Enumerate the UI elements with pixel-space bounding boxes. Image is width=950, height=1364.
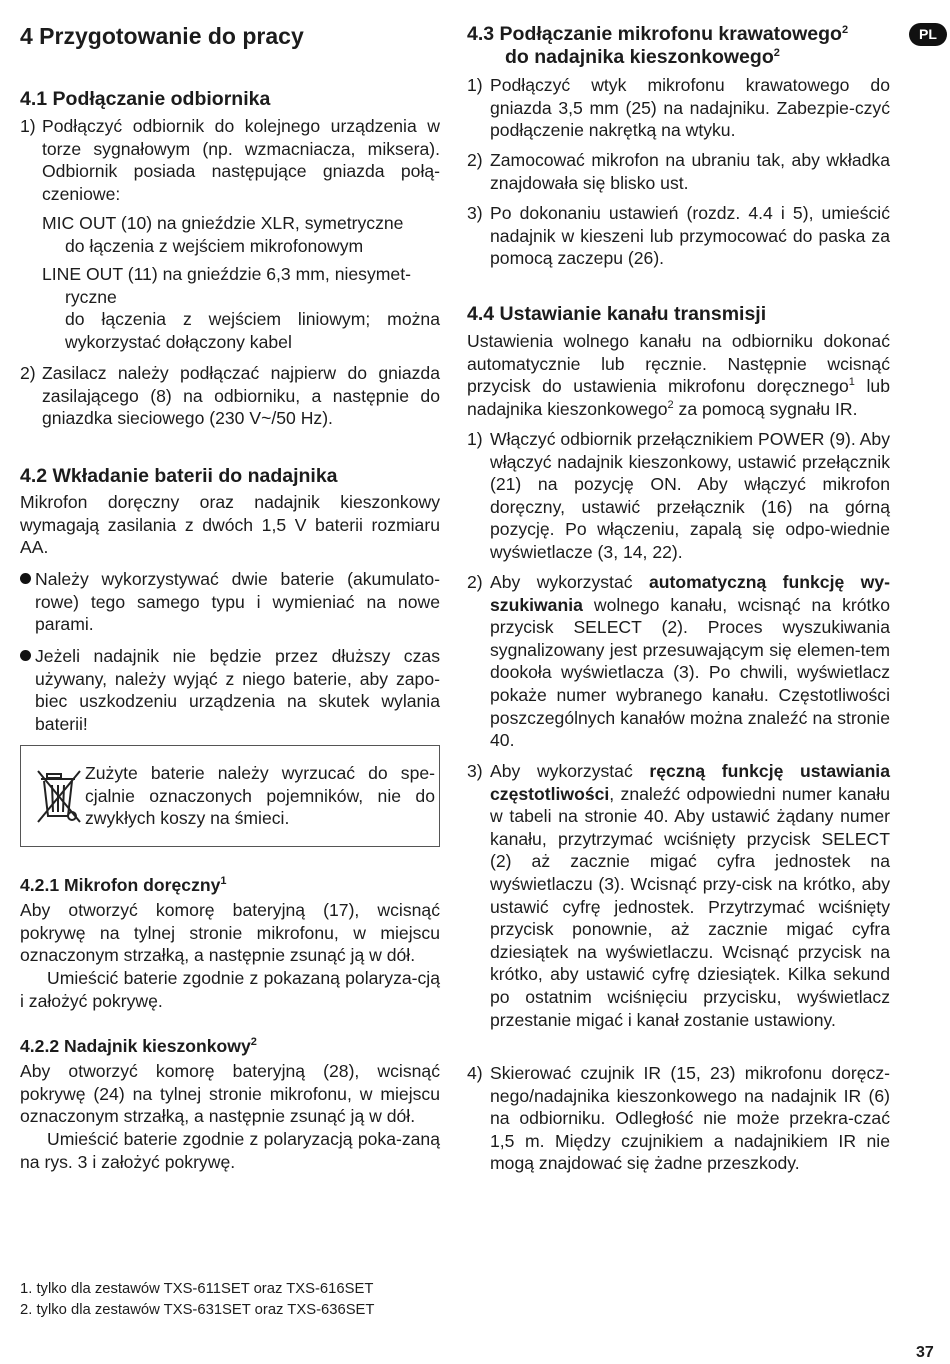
bullet-icon — [20, 650, 31, 661]
item-number: 1) — [467, 429, 483, 449]
item-text: Skierować czujnik IR (15, 23) mikrofonu doręcz-nego/nadajnika kieszonkowego na nadajnik IR (6) na odbiorniku. Odległość nie może przekra-czać 1,5 m. Między czujnikiem a nadajnikiem IR nie mogą znajdować się żadne przeszkody. — [490, 1063, 890, 1174]
text-part: Aby wykorzystać — [490, 572, 649, 592]
footnote-ref: 1 — [848, 376, 855, 389]
item-text — [467, 571, 890, 752]
section-4-4-heading: 4.4 Ustawianie kanału transmisji — [467, 303, 767, 325]
emphasis: automatyczną funkcję wy-szukiwania — [490, 572, 890, 615]
line-out-description — [42, 263, 440, 353]
bullet-item — [20, 645, 440, 735]
footnote-ref: 2 — [667, 398, 674, 411]
item-text: Włączyć odbiornik przełącznikiem POWER (9). Aby włączyć nadajnik kieszonkowy, ustawić przełącznik (21) na pozycję ON. Aby włączyć mikrofon doręczny, ustawić przełącznik (16) na górną pozycję. Po włączeniu, zapalą się odpo-wiednie wyświetlacze (3, 14, 22). — [490, 429, 890, 562]
text-part: Aby wykorzystać — [490, 761, 650, 781]
section-4-4-item-2 — [467, 571, 890, 752]
section-4-2-1-para-2: Umieścić baterie zgodnie z pokazaną polaryza-cją i założyć pokrywę. — [20, 968, 440, 1011]
section-4-4-item-1 — [467, 428, 890, 564]
item-text: Zasilacz należy podłączać najpierw do gniazda zasilającego (8) na odbiorniku, a następnie do gniazdka sieciowego (230 V~/50 Hz). — [42, 363, 440, 429]
section-4-2-2-para-1: Aby otworzyć komorę bateryjną (28), wcisnąć pokrywę (24) na tylnej stronie mikrofonu, w miejscu oznaczonym strzałką, a następnie zsunąć ją w dół. — [20, 1061, 440, 1127]
section-4-2-heading: 4.2 Wkładanie baterii do nadajnika — [20, 465, 338, 487]
mic-out-usage: do łączenia z wejściem mikrofonowym — [65, 235, 364, 256]
footnote-2: 2. tylko dla zestawów TXS-631SET oraz TXS-636SET — [20, 1302, 375, 1318]
item-number: 2) — [467, 572, 483, 592]
language-badge: PL — [909, 23, 947, 46]
section-4-1-heading: 4.1 Podłączanie odbiornika — [20, 88, 271, 110]
line-out-line-cont: ryczne — [65, 286, 117, 307]
heading-line-2: do nadajnika kieszonkowego — [505, 46, 774, 68]
section-4-2-intro: Mikrofon doręczny oraz nadajnik kieszonkowy wymagają zasilania z dwóch 1,5 V baterii rozmiaru AA. — [20, 492, 440, 558]
section-4-3-heading — [467, 23, 890, 69]
chapter-title: 4 Przygotowanie do pracy — [20, 23, 304, 49]
item-number: 2) — [467, 150, 483, 170]
item-text: Zamocować mikrofon na ubraniu tak, aby wkładka znajdowała się blisko ust. — [490, 150, 890, 193]
disposal-notice-box — [20, 745, 440, 847]
section-4-2-1-para-1: Aby otworzyć komorę bateryjną (17), wcisnąć pokrywę na tylnej stronie mikrofonu, w miejscu oznaczonym strzałką, a następnie zsunąć ją w dół. — [20, 900, 440, 966]
text-part: wolnego kanału, wcisnąć na krótko przycisk SELECT (2). Proces wyszukiwania sygnalizowany jest przesuwającym się elemen-tem dookoła wyświetlacza (3). Po chwili, wyświetlacz pokaże numer wybranego kanału. Częstotliwości poszczególnych kanałów można znaleźć na stronie 40. — [490, 594, 890, 751]
intro-text-b: lub nadajnika kieszonkowego — [467, 376, 890, 419]
item-text — [467, 760, 890, 1031]
section-4-1-item-2 — [20, 362, 440, 430]
section-4-3-item-3 — [467, 202, 890, 270]
item-text: Podłączyć wtyk mikrofonu krawatowego do gniazda 3,5 mm (25) na nadajniku. Zabezpie-czyć podłączenie nakrętką na wtyku. — [490, 75, 890, 141]
intro-text-c: za pomocą sygnału IR. — [673, 398, 858, 419]
disposal-notice-text: Zużyte baterie należy wyrzucać do spe-cjalnie oznaczonych pojemników, nie do zwykłych koszy na śmieci. — [85, 763, 435, 829]
heading-text: 4.2.1 Mikrofon doręczny — [20, 875, 221, 895]
footnote-ref: 2 — [773, 47, 780, 59]
item-text: Po dokonaniu ustawień (rozdz. 4.4 i 5), umieścić nadajnik w kieszeni lub przymocować do paska za pomocą zaczepu (26). — [490, 203, 890, 269]
section-4-4-item-4 — [467, 1062, 890, 1175]
section-4-4-item-3 — [467, 760, 890, 1031]
section-4-2-1-heading — [20, 874, 227, 896]
section-4-2-2-para-2: Umieścić baterie zgodnie z polaryzacją poka-zaną na rys. 3 i założyć pokrywę. — [20, 1129, 440, 1172]
intro-text-a: Ustawienia wolnego kanału na odbiorniku dokonać automatycznie lub ręcznie. Następnie wcisnąć przycisk do ustawienia mikrofonu doręcznego — [467, 331, 890, 397]
bullet-item — [20, 568, 440, 636]
item-number: 1) — [467, 75, 483, 95]
footnote-1: 1. tylko dla zestawów TXS-611SET oraz TXS-616SET — [20, 1281, 374, 1297]
bullet-text: Należy wykorzystywać dwie baterie (akumulato-rowe) tego samego typu i wymieniać na nowe parami. — [35, 569, 440, 635]
bullet-text: Jeżeli nadajnik nie będzie przez dłuższy czas używany, należy wyjąć z niego baterie, aby zapo-biec uszkodzeniu urządzenia na skutek wylania baterii! — [35, 646, 440, 734]
mic-out-line: MIC OUT (10) na gnieździe XLR, symetryczne — [42, 213, 404, 233]
footnote-ref: 2 — [250, 1036, 257, 1048]
item-number: 2) — [20, 363, 36, 383]
item-number: 1) — [20, 116, 36, 136]
emphasis: ręczną funkcję ustawiania częstotliwości — [490, 761, 890, 804]
heading-line-1: 4.3 Podłączanie mikrofonu krawatowego — [467, 23, 842, 45]
item-number: 3) — [467, 761, 483, 781]
bullet-icon — [20, 573, 31, 584]
item-number: 4) — [467, 1063, 483, 1083]
crossed-out-bin-icon — [35, 768, 83, 826]
footnote-ref: 1 — [220, 875, 227, 887]
heading-text: 4.2.2 Nadajnik kieszonkowy — [20, 1036, 251, 1056]
item-number: 3) — [467, 203, 483, 223]
section-4-2-2-heading — [20, 1035, 257, 1057]
section-4-3-item-2 — [467, 149, 890, 194]
section-4-4-intro — [467, 330, 890, 420]
line-out-line: LINE OUT (11) na gnieździe 6,3 mm, niesymet- — [42, 264, 411, 284]
item-text: Podłączyć odbiornik do kolejnego urządzenia w torze sygnałowym (np. wzmacniacza, miksera). Odbiornik posiada następujące gniazda połą-czeniowe: — [42, 116, 440, 204]
section-4-1-item-1 — [20, 115, 440, 205]
footnote-ref: 2 — [841, 24, 849, 36]
mic-out-description — [42, 212, 440, 257]
section-4-3-item-1 — [467, 74, 890, 142]
page-number: 37 — [916, 1344, 934, 1361]
text-part: , znaleźć odpowiedni numer kanału w tabeli na stronie 40. Aby ustawić żądany numer kanału, przytrzymać wciśnięty przycisk SELECT (2) aż zacznie migać cyfra jednostek na wyświetlaczu (3). Wcisnąć przy-cisk na krótko, aby ustawić cyfrę jednostek. Przytrzymać wciśnięty przycisk ponownie, aż zacznie migać cyfra dziesiątek na wyświetlaczu. Wcisnąć przycisk na krótko, aby ustawić cyfrę dziesiątek. Kilka sekund po ostatnim wciśnięciu przycisku, wyświetlacz przestanie migać i kanał zostanie ustawiony. — [490, 783, 890, 1030]
line-out-usage: do łączenia z wejściem liniowym; można wykorzystać dołączony kabel — [65, 309, 440, 352]
